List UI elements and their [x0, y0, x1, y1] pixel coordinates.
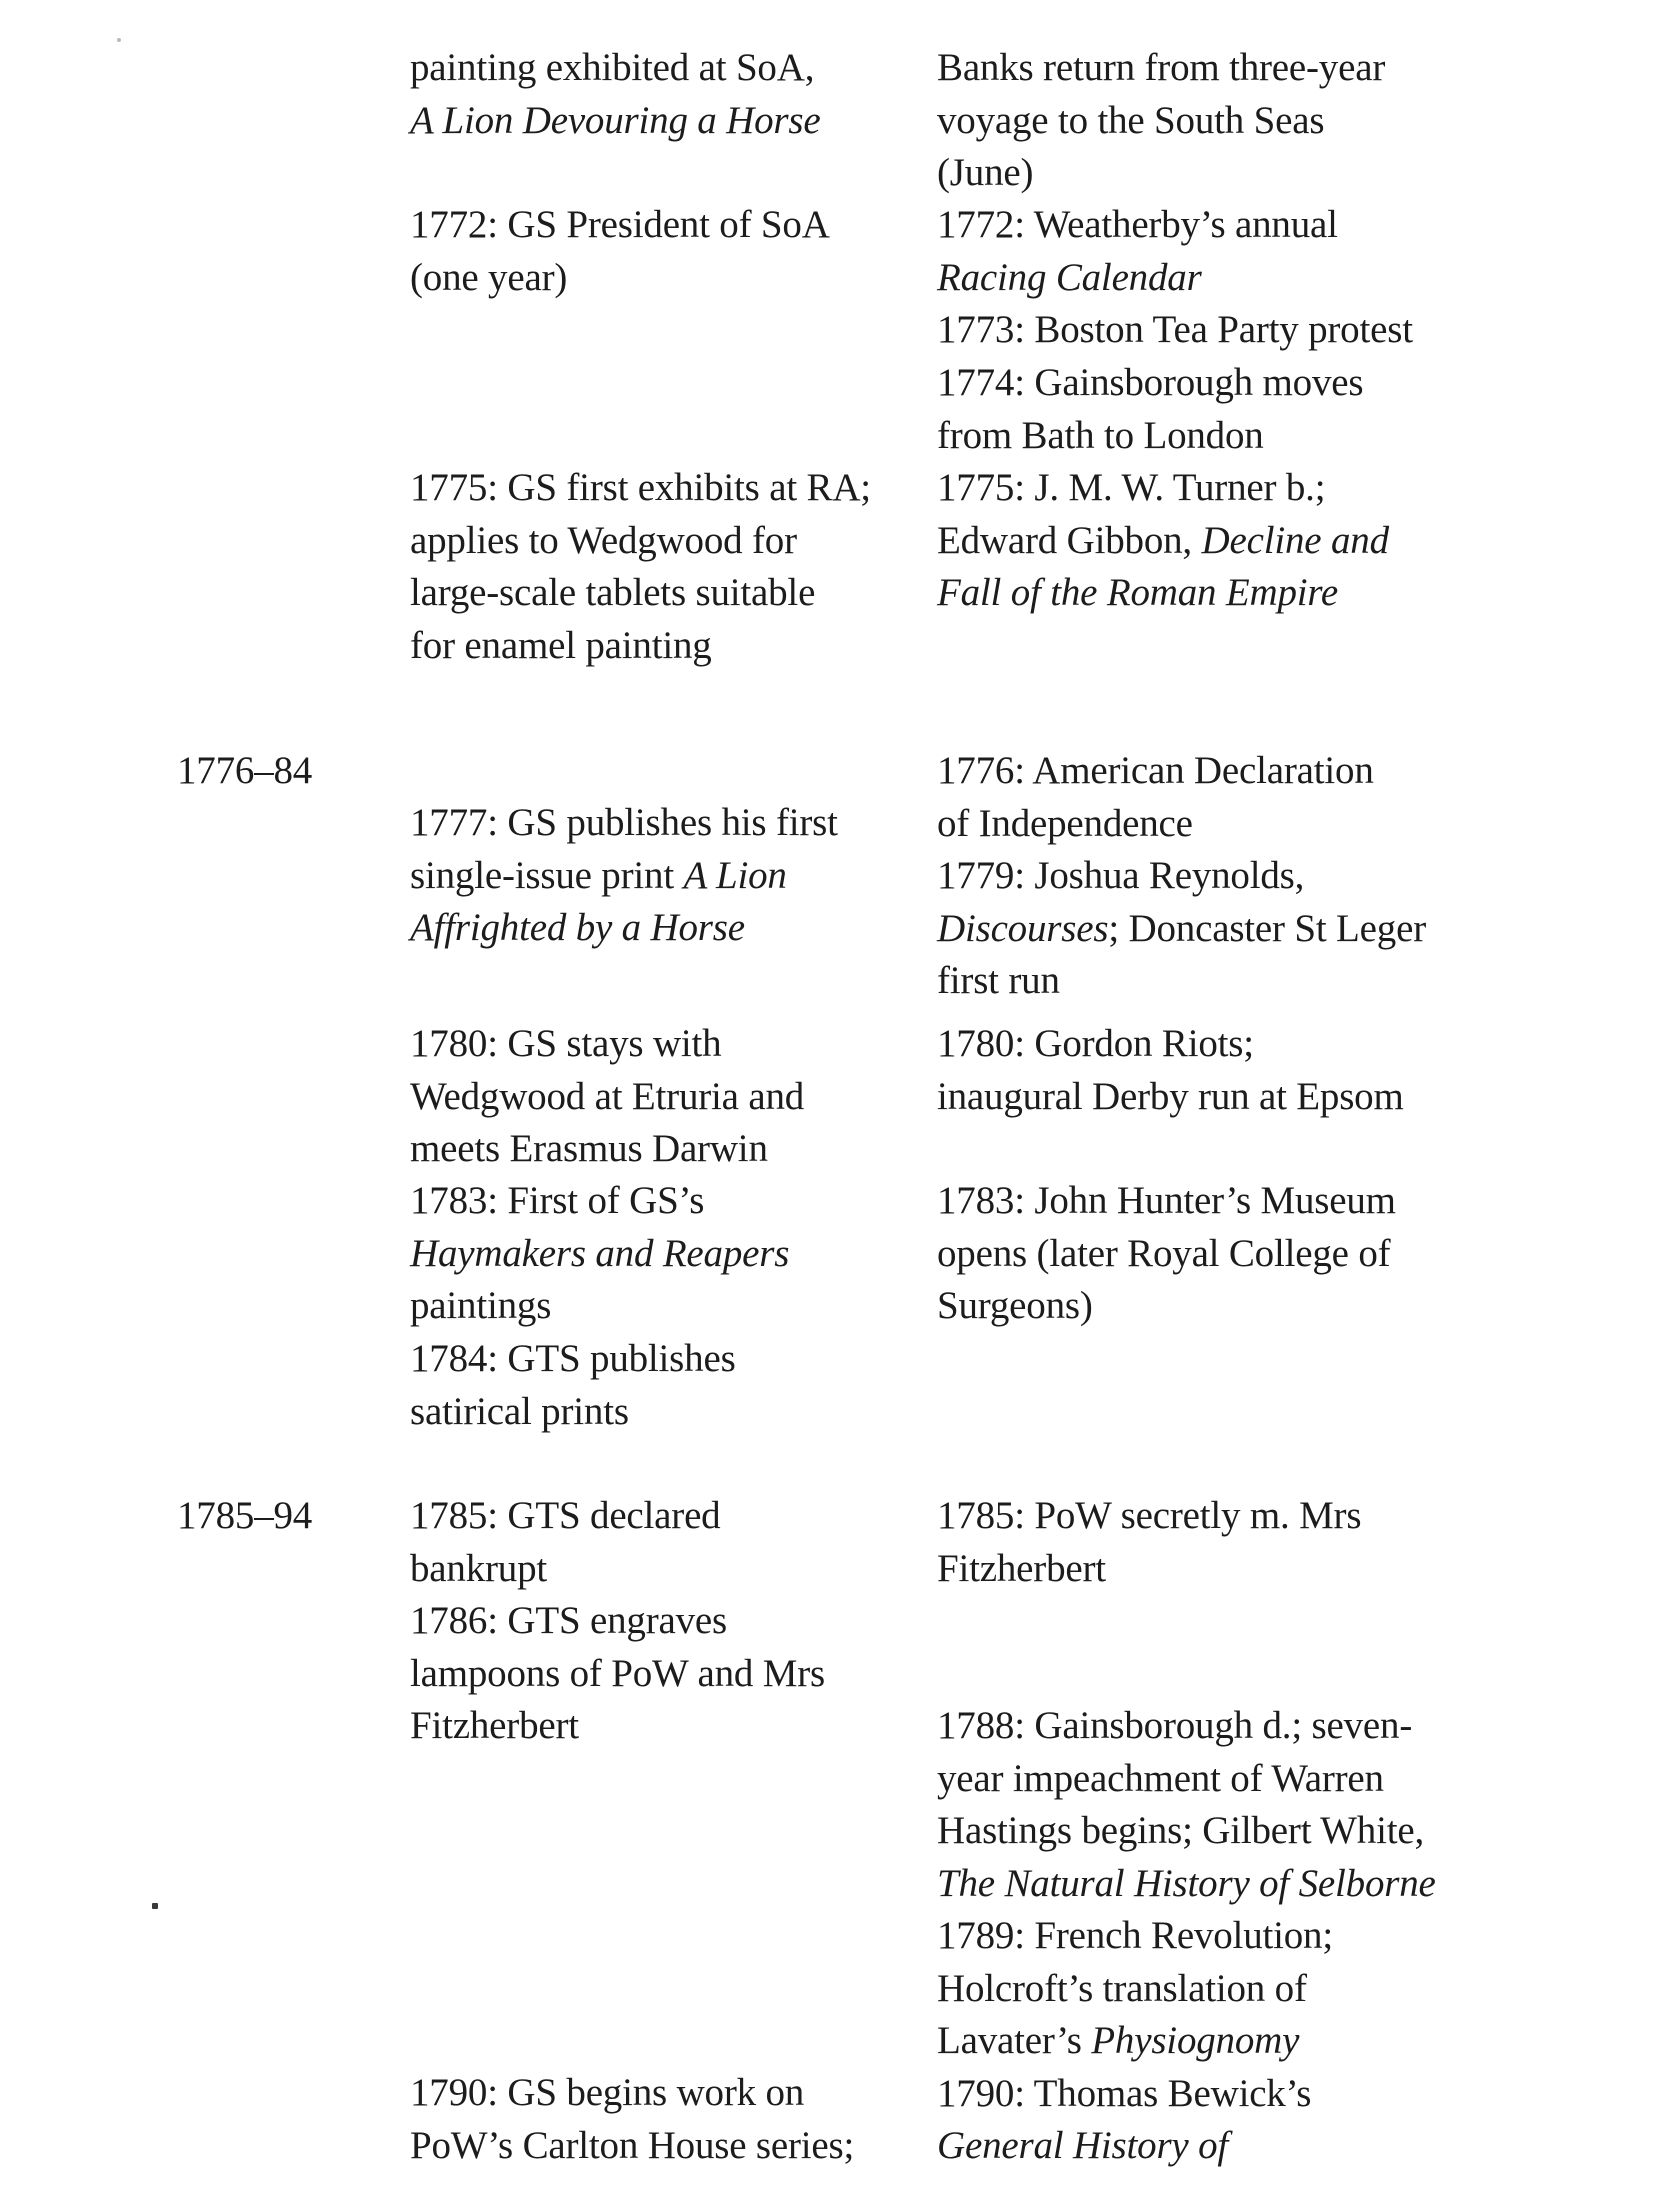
- text-line: [937, 1543, 1361, 1596]
- text-segment: large-scale tablets suitable: [410, 571, 816, 614]
- text-line: [937, 2015, 1436, 2068]
- text-line: [410, 1333, 736, 1386]
- context-event-entry: [937, 1490, 1361, 1595]
- text-segment: Fitzherbert: [410, 1704, 579, 1747]
- text-line: [937, 42, 1385, 95]
- italic-title-segment: Racing Calendar: [937, 255, 1202, 299]
- text-segment: painting exhibited at SoA,: [410, 46, 815, 89]
- text-segment: 1775: GS first exhibits at RA;: [410, 466, 871, 509]
- text-segment: 1776: American Declaration: [937, 749, 1374, 792]
- text-segment: 1772: GS President of SoA: [410, 203, 830, 246]
- text-segment: 1783: First of GS’s: [410, 1179, 705, 1222]
- text-line: [937, 199, 1338, 252]
- period-range-label: 1785–94: [177, 1494, 313, 1537]
- text-segment: 1773: Boston Tea Party protest: [937, 308, 1413, 351]
- text-line: [937, 515, 1389, 568]
- text-segment: meets Erasmus Darwin: [410, 1127, 768, 1170]
- italic-title-segment: Fall of the Roman Empire: [937, 571, 1339, 614]
- text-segment: 1774: Gainsborough moves: [937, 361, 1364, 404]
- text-line: [410, 1386, 736, 1439]
- text-line: [410, 1175, 789, 1228]
- text-segment: 1790: Thomas Bewick’s: [937, 2071, 1312, 2115]
- italic-title-segment: Discourses: [937, 906, 1109, 950]
- italic-title-segment: Haymakers and Reapers: [410, 1231, 790, 1275]
- text-line: [937, 1700, 1436, 1753]
- stubbs-event-entry: [410, 42, 820, 147]
- text-line: [410, 1490, 720, 1543]
- text-line: [410, 620, 871, 673]
- context-event-entry: [937, 357, 1363, 462]
- text-line: [937, 2120, 1436, 2173]
- text-line: [937, 1018, 1404, 1071]
- text-segment: 1785: GTS declared: [410, 1494, 721, 1537]
- context-event-entry: [937, 462, 1389, 620]
- italic-title-segment: The Natural History of Selborne: [937, 1861, 1436, 1905]
- text-segment: inaugural Derby run at Epsom: [937, 1074, 1404, 1118]
- context-event-entry: [937, 1700, 1436, 2173]
- text-segment: 1772: Weatherby’s annual: [937, 203, 1338, 246]
- stubbs-event-entry: [410, 1333, 736, 1438]
- text-line: [937, 252, 1338, 305]
- italic-title-segment: Physiognomy: [1091, 2019, 1300, 2062]
- text-line: [937, 903, 1426, 956]
- text-segment: Hastings begins; Gilbert White,: [937, 1809, 1425, 1852]
- italic-title-segment: A Lion Devouring a Horse: [410, 98, 821, 142]
- text-line: [937, 304, 1413, 357]
- context-event-entry: [937, 42, 1385, 200]
- text-line: [937, 357, 1363, 410]
- text-line: [410, 2067, 854, 2120]
- context-event-entry: [937, 850, 1426, 1008]
- context-event-entry: [937, 745, 1374, 850]
- context-event-entry: [937, 304, 1413, 357]
- text-segment: Banks return from three-year: [937, 46, 1386, 89]
- text-segment: 1784: GTS publishes: [410, 1337, 736, 1380]
- text-segment: bankrupt: [410, 1546, 548, 1590]
- text-line: [410, 42, 820, 95]
- text-segment: PoW’s Carlton House series;: [410, 2123, 855, 2167]
- text-line: [937, 1963, 1436, 2016]
- text-segment: lampoons of PoW and Mrs: [410, 1651, 825, 1695]
- text-line: [937, 1805, 1436, 1858]
- text-line: [410, 95, 820, 148]
- text-line: [410, 797, 838, 850]
- faint-speck-artifact: [117, 38, 121, 42]
- text-segment: 1775: J. M. W. Turner b.;: [937, 466, 1326, 509]
- text-line: [937, 567, 1389, 620]
- text-segment: opens (later Royal College of: [937, 1231, 1391, 1275]
- stubbs-event-entry: [410, 2067, 854, 2172]
- text-segment: paintings: [410, 1284, 552, 1327]
- text-line: [410, 1648, 825, 1701]
- text-line: [937, 1490, 1361, 1543]
- context-event-entry: [937, 1018, 1404, 1123]
- text-line: [937, 410, 1363, 463]
- text-line: [410, 567, 871, 620]
- text-line: [410, 252, 830, 305]
- context-event-entry: [937, 1175, 1396, 1333]
- stubbs-event-entry: [410, 1175, 789, 1333]
- text-segment: Holcroft’s translation of: [937, 1966, 1307, 2010]
- text-segment: 1777: GS publishes his first: [410, 801, 838, 844]
- stubbs-event-entry: [410, 1018, 804, 1176]
- stubbs-event-entry: [410, 1490, 720, 1595]
- context-events-column: [937, 0, 1577, 2200]
- stubbs-event-entry: [410, 1595, 825, 1753]
- text-line: [410, 1018, 804, 1071]
- text-line: [410, 1123, 804, 1176]
- text-line: [410, 902, 838, 955]
- text-line: [410, 1543, 720, 1596]
- text-line: [937, 1910, 1436, 1963]
- text-line: [410, 850, 838, 903]
- text-line: [937, 745, 1374, 798]
- text-segment: 1789: French Revolution;: [937, 1914, 1333, 1957]
- text-segment: 1785: PoW secretly m. Mrs: [937, 1494, 1362, 1537]
- text-line: [937, 1071, 1404, 1124]
- context-event-entry: [937, 199, 1338, 304]
- text-line: [937, 1753, 1436, 1806]
- stubbs-event-entry: [410, 199, 830, 304]
- text-line: [937, 147, 1385, 200]
- period-label-column: [177, 0, 407, 2200]
- text-segment: 1779: Joshua Reynolds,: [937, 854, 1305, 897]
- text-segment: voyage to the South Seas: [937, 98, 1325, 142]
- text-line: [410, 1700, 825, 1753]
- text-segment: 1780: Gordon Riots;: [937, 1022, 1254, 1065]
- text-segment: 1790: GS begins work on: [410, 2071, 805, 2114]
- italic-title-segment: Decline and: [1201, 518, 1389, 562]
- text-segment: (one year): [410, 255, 568, 299]
- text-segment: 1788: Gainsborough d.; seven-: [937, 1704, 1413, 1747]
- text-segment: Surgeons): [937, 1284, 1093, 1327]
- text-line: [937, 1175, 1396, 1228]
- text-segment: for enamel painting: [410, 623, 712, 667]
- text-line: [410, 1228, 789, 1281]
- italic-title-segment: A Lion: [683, 853, 787, 897]
- text-segment: satirical prints: [410, 1389, 629, 1433]
- stubbs-event-entry: [410, 462, 871, 672]
- text-line: [937, 2068, 1436, 2121]
- period-range-label: 1776–84: [177, 749, 313, 792]
- text-segment: single-issue print: [410, 853, 684, 897]
- text-line: [410, 1071, 804, 1124]
- text-line: [410, 462, 871, 515]
- text-line: [937, 798, 1374, 851]
- text-segment: 1780: GS stays with: [410, 1022, 722, 1065]
- text-segment: Lavater’s: [937, 2019, 1092, 2062]
- text-line: [937, 955, 1426, 1008]
- text-segment: 1783: John Hunter’s Museum: [937, 1179, 1396, 1222]
- text-line: [410, 515, 871, 568]
- ink-speck-artifact: [152, 1903, 158, 1909]
- text-line: [937, 1280, 1396, 1333]
- text-line: [410, 199, 830, 252]
- text-line: [937, 95, 1385, 148]
- text-line: [410, 2120, 854, 2173]
- italic-title-segment: General History of: [937, 2124, 1229, 2167]
- text-segment: applies to Wedgwood for: [410, 518, 797, 562]
- text-segment: from Bath to London: [937, 413, 1264, 457]
- text-segment: Fitzherbert: [937, 1546, 1106, 1590]
- stubbs-event-entry: [410, 797, 838, 955]
- text-line: [410, 1595, 825, 1648]
- text-segment: of Independence: [937, 801, 1193, 845]
- text-segment: year impeachment of Warren: [937, 1756, 1384, 1800]
- text-line: [410, 1280, 789, 1333]
- text-line: [937, 850, 1426, 903]
- text-segment: first run: [937, 959, 1060, 1002]
- text-line: [937, 1858, 1436, 1911]
- text-segment: (June): [937, 151, 1034, 194]
- text-segment: 1786: GTS engraves: [410, 1599, 728, 1642]
- text-segment: Edward Gibbon,: [937, 518, 1202, 562]
- italic-title-segment: Affrighted by a Horse: [410, 906, 745, 949]
- text-segment: Wedgwood at Etruria and: [410, 1074, 805, 1118]
- stubbs-events-column: [410, 0, 935, 2200]
- text-line: [937, 1228, 1396, 1281]
- text-segment: ; Doncaster St Leger: [1108, 906, 1426, 950]
- text-line: [937, 462, 1389, 515]
